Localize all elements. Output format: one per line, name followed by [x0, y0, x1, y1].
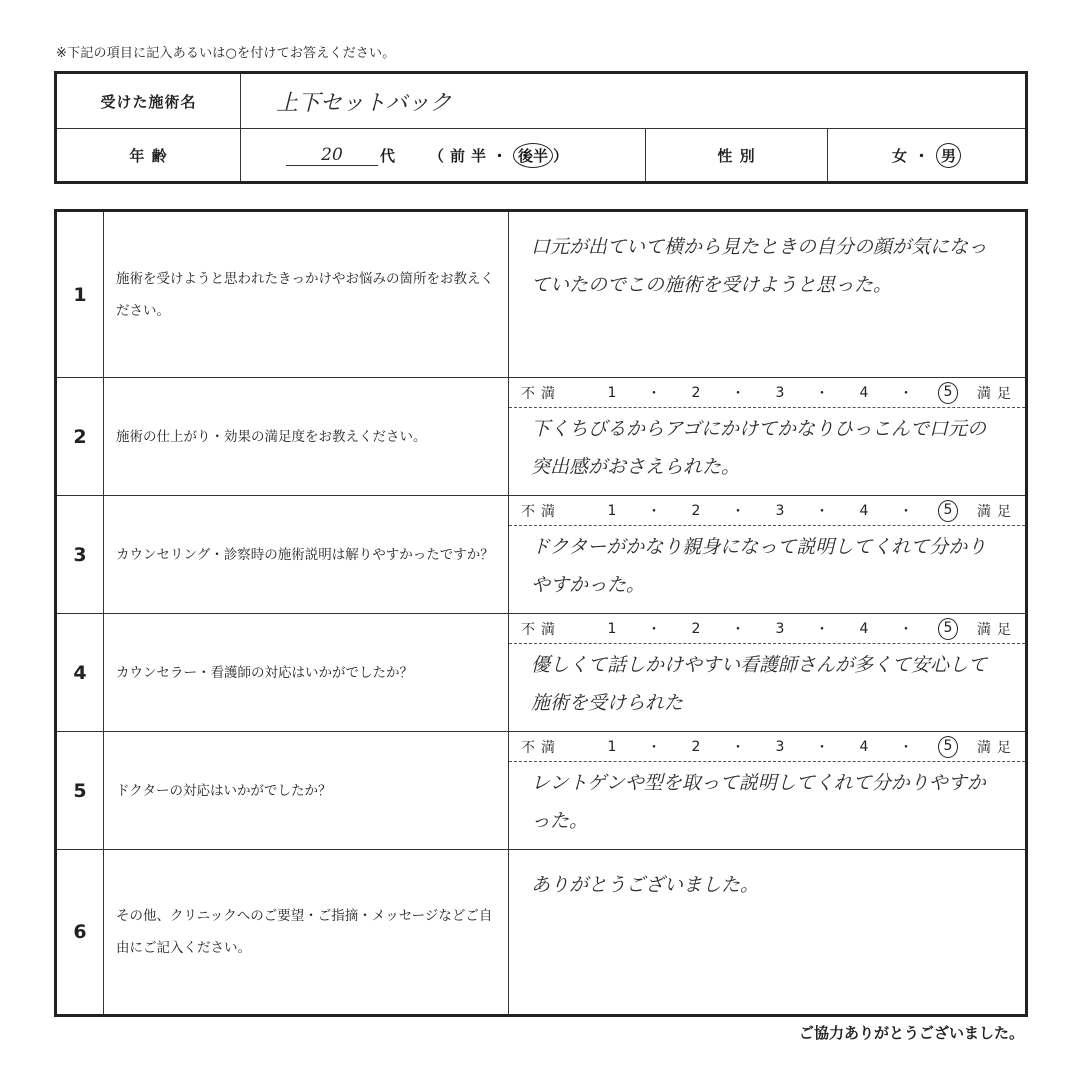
answer-text: ありがとうございました。	[531, 874, 760, 896]
scale-dot: ・	[899, 739, 913, 756]
treatment-field[interactable]: 上下セットバック	[240, 74, 1025, 128]
scale-dot: ・	[815, 385, 829, 402]
scale-option-1[interactable]: 1	[607, 384, 617, 401]
scale-option-2[interactable]: 2	[691, 620, 701, 637]
answer-area	[508, 732, 1025, 849]
scale-option-2[interactable]: 2	[691, 384, 701, 401]
question-text: ドクターの対応はいかがでしたか？	[103, 732, 508, 849]
question-row-2	[57, 378, 1025, 496]
scale-option-3[interactable]: 3	[775, 384, 785, 401]
scale-low-label: 不満	[521, 739, 561, 756]
scale-option-3[interactable]: 3	[775, 620, 785, 637]
gender-label: 性 別	[645, 129, 827, 181]
scale-dot: ・	[647, 503, 661, 520]
scale-option-4[interactable]: 4	[859, 738, 869, 755]
satisfaction-scale	[509, 378, 1025, 408]
scale-dot: ・	[731, 739, 745, 756]
scale-option-2[interactable]: 2	[691, 738, 701, 755]
scale-low-label: 不満	[521, 503, 561, 520]
scale-option-2[interactable]: 2	[691, 502, 701, 519]
scale-option-4[interactable]: 4	[859, 502, 869, 519]
age-suffix: 代	[380, 146, 396, 165]
scale-option-1[interactable]: 1	[607, 620, 617, 637]
scale-high-label: 満足	[977, 503, 1017, 520]
answer-area	[508, 378, 1025, 495]
scale-option-4[interactable]: 4	[859, 384, 869, 401]
scale-option-4[interactable]: 4	[859, 620, 869, 637]
question-row-4	[57, 614, 1025, 732]
scale-dot: ・	[647, 739, 661, 756]
question-row-3	[57, 496, 1025, 614]
answer-text: 口元が出ていて横から見たときの自分の顔が気になっていたのでこの施術を受けようと思った。	[531, 236, 988, 296]
scale-option-3[interactable]: 3	[775, 502, 785, 519]
scale-dot: ・	[899, 385, 913, 402]
age-field-group	[240, 129, 645, 181]
question-number: 2	[73, 425, 87, 448]
scale-high-label: 満足	[977, 739, 1017, 756]
satisfaction-scale	[509, 496, 1025, 526]
scale-low-label: 不満	[521, 621, 561, 638]
answer-text[interactable]: 優しくて話しかけやすい看護師さんが多くて安心して施術を受けられた	[531, 654, 988, 714]
scale-option-3[interactable]: 3	[775, 738, 785, 755]
answer-area	[508, 614, 1025, 731]
age-half-selected[interactable]: 後半	[513, 143, 553, 168]
scale-dot: ・	[815, 621, 829, 638]
scale-dot: ・	[899, 503, 913, 520]
question-row-1	[57, 212, 1025, 378]
answer-area	[508, 496, 1025, 613]
answer-text[interactable]: レントゲンや型を取って説明してくれて分かりやすかった。	[531, 772, 986, 832]
closing-thanks: ご協力ありがとうございました。	[798, 1024, 1024, 1042]
scale-option-1[interactable]: 1	[607, 502, 617, 519]
scale-low-label: 不満	[521, 385, 561, 402]
question-number: 6	[73, 921, 87, 943]
gender-option-female[interactable]: 女	[891, 146, 908, 165]
scale-option-5-selected[interactable]: 5	[938, 618, 958, 640]
gender-options	[827, 129, 1025, 181]
answer-area[interactable]	[508, 850, 1025, 1014]
question-text: その他、クリニックへのご要望・ご指摘・メッセージなどご自由にご記入ください。	[103, 850, 508, 1014]
gender-option-male-selected[interactable]: 男	[936, 143, 961, 168]
questionnaire-table	[54, 209, 1028, 1017]
question-number: 5	[73, 779, 87, 802]
question-number: 3	[73, 543, 87, 566]
treatment-row	[57, 74, 1025, 129]
scale-option-5-selected[interactable]: 5	[938, 736, 958, 758]
question-text: カウンセリング・診察時の施術説明は解りやすかったですか？	[103, 496, 508, 613]
scale-option-5-selected[interactable]: 5	[938, 382, 958, 404]
answer-area[interactable]	[508, 212, 1025, 377]
patient-info-table	[54, 71, 1028, 184]
gender-separator: ・	[913, 146, 930, 165]
age-gender-row	[57, 129, 1025, 181]
satisfaction-scale	[509, 614, 1025, 644]
scale-dot: ・	[647, 621, 661, 638]
scale-high-label: 満足	[977, 385, 1017, 402]
scale-dot: ・	[815, 503, 829, 520]
question-row-6	[57, 850, 1025, 1014]
treatment-label: 受けた施術名	[100, 92, 197, 111]
age-label: 年 齢	[129, 146, 168, 165]
question-text: カウンセラー・看護師の対応はいかがでしたか？	[103, 614, 508, 731]
scale-dot: ・	[731, 621, 745, 638]
satisfaction-scale	[509, 732, 1025, 762]
question-number: 4	[73, 661, 87, 684]
age-half-options	[429, 143, 574, 168]
scale-dot: ・	[647, 385, 661, 402]
scale-option-5-selected[interactable]: 5	[938, 500, 958, 522]
age-half-close: ）	[553, 146, 575, 165]
scale-high-label: 満足	[977, 621, 1017, 638]
scale-dot: ・	[815, 739, 829, 756]
form-instruction: ※下記の項目に記入あるいは○を付けてお答えください。	[56, 46, 396, 61]
age-half-open: （前半・	[429, 146, 514, 165]
scale-dot: ・	[731, 385, 745, 402]
age-input[interactable]: 20	[286, 145, 378, 166]
answer-text[interactable]: ドクターがかなり親身になって説明してくれて分かりやすかった。	[531, 536, 987, 596]
question-row-5	[57, 732, 1025, 850]
answer-text[interactable]: 下くちびるからアゴにかけてかなりひっこんで口元の突出感がおさえられた。	[531, 418, 987, 478]
scale-dot: ・	[731, 503, 745, 520]
scale-option-1[interactable]: 1	[607, 738, 617, 755]
question-text: 施術を受けようと思われたきっかけやお悩みの箇所をお教えください。	[103, 212, 508, 377]
question-text: 施術の仕上がり・効果の満足度をお教えください。	[103, 378, 508, 495]
scale-dot: ・	[899, 621, 913, 638]
question-number: 1	[73, 283, 87, 306]
